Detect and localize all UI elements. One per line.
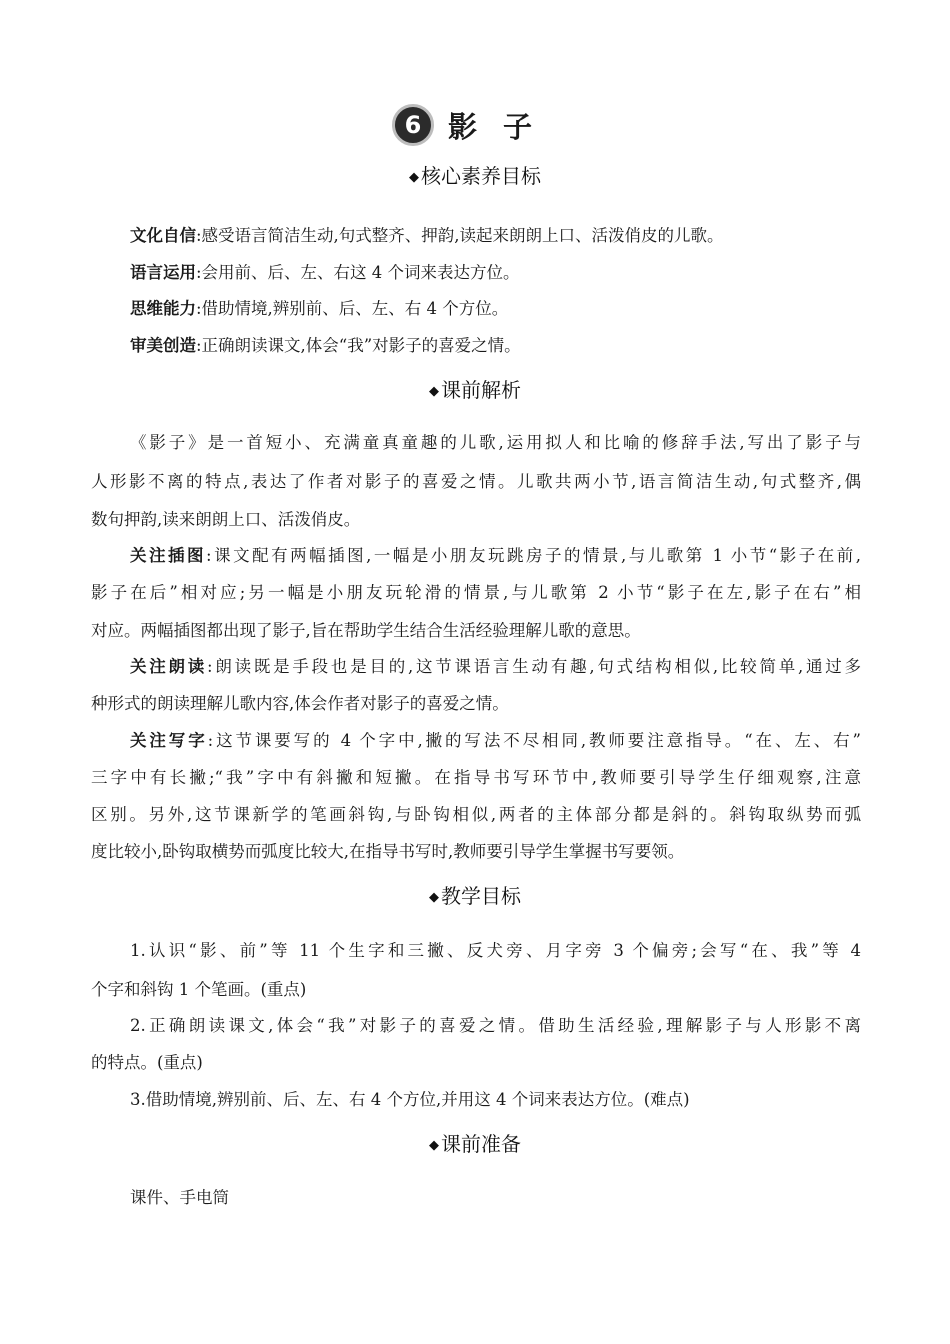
core-goal-item: 文化自信:感受语言简洁生动,句式整齐、押韵,读起来朗朗上口、活泼俏皮的儿歌。 [130, 226, 724, 245]
lesson-title: 影子 [447, 109, 558, 144]
core-goal-item: 思维能力:借助情境,辨别前、后、左、右 4 个方位。 [130, 299, 509, 318]
writing-note-line: 三字中有长撇;“我”字中有斜撇和短撇。在指导书写环节中,教师要引导学生仔细观察,注意 [91, 768, 861, 787]
diamond-bullet-icon: ◆ [429, 890, 439, 905]
diamond-bullet-icon: ◆ [429, 1138, 439, 1153]
illustration-note-line: 对应。两幅插图都出现了影子,旨在帮助学生结合生活经验理解儿歌的意思。 [91, 621, 641, 640]
teaching-goal-line: 个字和斜钩 1 个笔画。(重点) [91, 980, 307, 999]
core-goal-item: 语言运用:会用前、后、左、右这 4 个词来表达方位。 [130, 263, 520, 282]
reading-note-line: 关注朗读:朗读既是手段也是目的,这节课语言生动有趣,句式结构相似,比较简单,通过多 [130, 657, 861, 676]
teaching-goal-line: 2.正确朗读课文,体会“我”对影子的喜爱之情。借助生活经验,理解影子与人形影不离 [130, 1016, 861, 1035]
teaching-goal-line: 3.借助情境,辨别前、后、左、右 4 个方位,并用这 4 个词来表达方位。(难点) [130, 1090, 690, 1109]
analysis-intro-line: 《影子》是一首短小、充满童真童趣的儿歌,运用拟人和比喻的修辞手法,写出了影子与 [130, 433, 861, 452]
illustration-note-line: 关注插图:课文配有两幅插图,一幅是小朋友玩跳房子的情景,与儿歌第 1 小节“影子在前, [130, 546, 862, 565]
section-heading-preparation: ◆ 课前准备 [429, 1132, 521, 1156]
diamond-bullet-icon: ◆ [409, 170, 419, 185]
core-goal-item: 审美创造:正确朗读课文,体会“我”对影子的喜爱之情。 [130, 336, 521, 355]
illustration-note-line: 影子在后”相对应;另一幅是小朋友玩轮滑的情景,与儿歌第 2 小节“影子在左,影子在右”相 [91, 583, 861, 602]
teaching-goal-line: 的特点。(重点) [91, 1053, 203, 1072]
preparation-text: 课件、手电筒 [130, 1188, 229, 1207]
analysis-intro-line: 数句押韵,读来朗朗上口、活泼俏皮。 [91, 510, 361, 529]
reading-note-line: 种形式的朗读理解儿歌内容,体会作者对影子的喜爱之情。 [91, 694, 509, 713]
lesson-title-block [0, 100, 950, 150]
lesson-number-badge: 6 [392, 104, 434, 146]
section-heading-analysis: ◆ 课前解析 [429, 378, 521, 402]
analysis-intro-line: 人形影不离的特点,表达了作者对影子的喜爱之情。儿歌共两小节,语言简洁生动,句式整齐,偶 [91, 472, 861, 491]
teaching-goal-line: 1.认识“影、前”等 11 个生字和三撇、反犬旁、月字旁 3 个偏旁;会写“在、我”等 4 [130, 941, 861, 960]
writing-note-line: 度比较小,卧钩取横势而弧度比较大,在指导书写时,教师要引导学生掌握书写要领。 [91, 842, 685, 861]
diamond-bullet-icon: ◆ [429, 384, 439, 399]
section-heading-teaching-goals: ◆ 教学目标 [429, 884, 521, 908]
writing-note-line: 区别。另外,这节课新学的笔画斜钩,与卧钩相似,两者的主体部分都是斜的。斜钩取纵势而弧 [91, 805, 861, 824]
writing-note-line: 关注写字:这节课要写的 4 个字中,撇的写法不尽相同,教师要注意指导。“在、左、右” [130, 731, 861, 750]
section-heading-core-goals: ◆ 核心素养目标 [409, 164, 541, 188]
